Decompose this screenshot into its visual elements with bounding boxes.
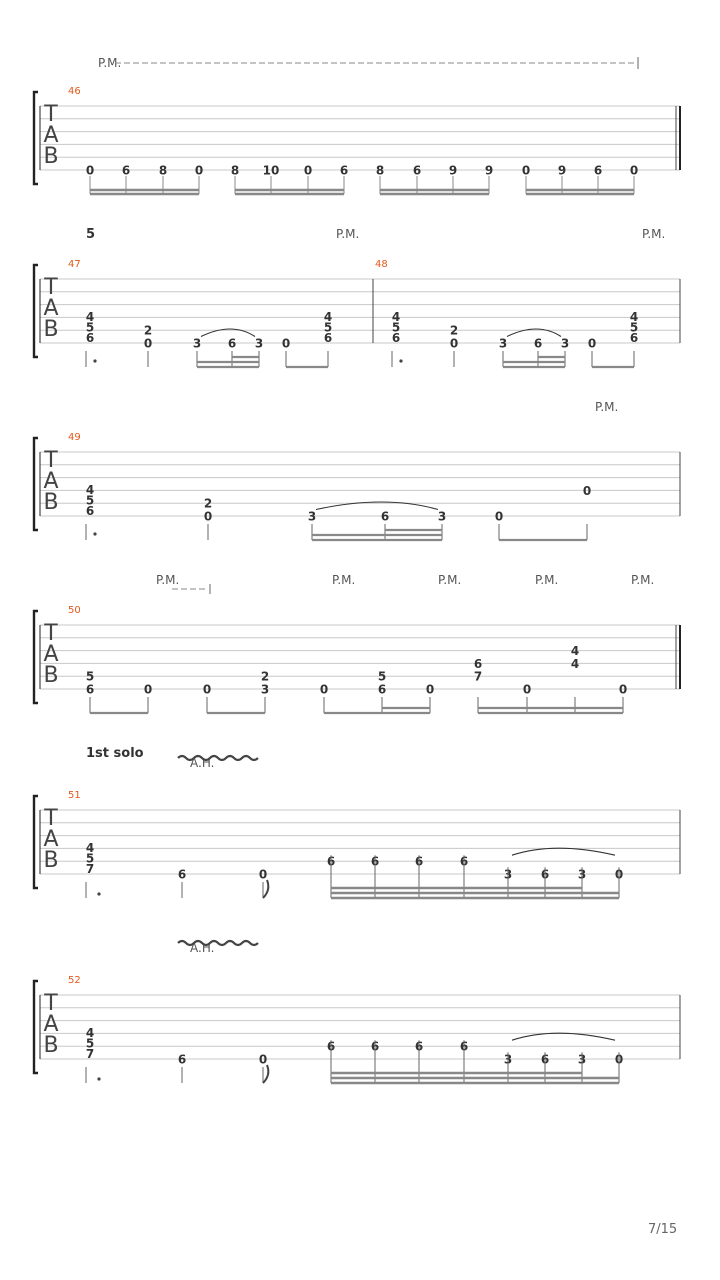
tab-clef-letter: B (43, 144, 59, 169)
fret-number: 0 (143, 682, 153, 697)
tab-clef-letter: B (43, 317, 59, 342)
fret-number: 3 (192, 336, 202, 351)
bar-number: 52 (68, 975, 81, 986)
bar-number: 49 (68, 432, 81, 443)
artificial-harmonic-label: A.H. (190, 756, 215, 770)
artificial-harmonic-label: A.H. (190, 941, 215, 955)
fret-number: 5 (85, 851, 95, 866)
fret-number: 9 (484, 163, 494, 178)
fret-number: 4 (85, 309, 95, 324)
fret-number: 6 (227, 336, 237, 351)
fret-number: 3 (560, 336, 570, 351)
palm-mute-label: P.M. (336, 227, 360, 241)
fret-number: 5 (391, 320, 401, 335)
tab-clef-letter: A (43, 642, 59, 667)
fret-number: 6 (323, 330, 333, 345)
fret-number: 6 (414, 1039, 424, 1054)
bar-number: 47 (68, 259, 81, 270)
system-bracket (34, 796, 38, 888)
palm-mute-label: P.M. (631, 573, 655, 587)
fret-number: 7 (473, 669, 483, 684)
fret-number: 6 (370, 1039, 380, 1054)
fret-number: 6 (593, 163, 603, 178)
fret-number: 6 (412, 163, 422, 178)
tab-system (34, 746, 680, 898)
tab-system (34, 227, 680, 367)
bar-number: 50 (68, 605, 81, 616)
fret-number: 2 (449, 323, 459, 338)
system-bracket (34, 438, 38, 530)
tab-clef-letter: T (44, 102, 58, 127)
fret-number: 0 (303, 163, 313, 178)
fret-number: 0 (582, 483, 592, 498)
fret-number: 6 (177, 867, 187, 882)
fret-number: 4 (85, 482, 95, 497)
fret-number: 6 (540, 1052, 550, 1067)
tab-clef-letter: T (44, 806, 58, 831)
tab-clef-letter: T (44, 621, 58, 646)
fret-number: 5 (377, 669, 387, 684)
dotted-note (399, 359, 402, 362)
dotted-note (93, 359, 96, 362)
fret-number: 4 (391, 309, 401, 324)
fret-number: 3 (254, 336, 264, 351)
tab-system (34, 400, 680, 540)
fret-number: 5 (629, 320, 639, 335)
fret-number: 4 (85, 840, 95, 855)
fret-number: 10 (262, 163, 280, 178)
fret-number: 0 (425, 682, 435, 697)
tab-clef-letter: B (43, 1033, 59, 1058)
fret-number: 5 (85, 320, 95, 335)
slur (512, 848, 615, 855)
tab-clef-letter: B (43, 490, 59, 515)
fret-number: 2 (143, 323, 153, 338)
fret-number: 3 (260, 682, 270, 697)
fret-number: 5 (85, 493, 95, 508)
page-number: 7/15 (648, 1222, 678, 1237)
system-bracket (34, 92, 38, 184)
palm-mute-label: P.M. (156, 573, 180, 587)
tab-clef-letter: T (44, 448, 58, 473)
dotted-note (97, 892, 100, 895)
palm-mute-label: P.M. (332, 573, 356, 587)
palm-mute-label: P.M. (98, 56, 122, 70)
fret-number: 3 (437, 509, 447, 524)
fret-number: 0 (319, 682, 329, 697)
fret-number: 8 (158, 163, 168, 178)
fret-number: 5 (85, 669, 95, 684)
palm-mute-label: P.M. (595, 400, 619, 414)
fret-number: 3 (503, 1052, 513, 1067)
fret-number: 8 (230, 163, 240, 178)
tab-clef-letter: A (43, 123, 59, 148)
fret-number: 0 (203, 509, 213, 524)
fret-number: 6 (533, 336, 543, 351)
fret-number: 2 (260, 669, 270, 684)
fret-number: 3 (503, 867, 513, 882)
fret-number: 4 (570, 644, 580, 659)
fret-number: 6 (459, 854, 469, 869)
fret-number: 6 (414, 854, 424, 869)
system-bracket (34, 611, 38, 703)
bar-number: 51 (68, 790, 81, 801)
palm-mute-label: P.M. (438, 573, 462, 587)
palm-mute-label: P.M. (535, 573, 559, 587)
fret-number: 0 (614, 1052, 624, 1067)
fret-number: 6 (380, 509, 390, 524)
tab-system (34, 573, 680, 713)
fret-number: 6 (339, 163, 349, 178)
fret-number: 0 (614, 867, 624, 882)
bar-number: 48 (375, 259, 388, 270)
bar-number: 46 (68, 86, 81, 97)
dotted-note (97, 1077, 100, 1080)
fret-number: 6 (85, 503, 95, 518)
fret-number: 6 (85, 682, 95, 697)
fret-number: 4 (570, 656, 580, 671)
fret-number: 0 (194, 163, 204, 178)
fret-number: 0 (143, 336, 153, 351)
fret-number: 6 (391, 330, 401, 345)
fret-number: 6 (459, 1039, 469, 1054)
fret-number: 4 (323, 309, 333, 324)
fret-number: 7 (85, 861, 95, 876)
fret-number: 6 (177, 1052, 187, 1067)
fret-number: 6 (540, 867, 550, 882)
fret-number: 0 (258, 867, 268, 882)
fret-number: 6 (326, 1039, 336, 1054)
fret-number: 5 (323, 320, 333, 335)
fret-number: 9 (448, 163, 458, 178)
dotted-note (93, 532, 96, 535)
fret-number: 6 (473, 656, 483, 671)
tab-system (34, 56, 680, 194)
fret-number: 3 (498, 336, 508, 351)
fret-number: 6 (85, 330, 95, 345)
fret-number: 4 (85, 1025, 95, 1040)
fret-number: 0 (258, 1052, 268, 1067)
fret-number: 0 (618, 682, 628, 697)
tab-clef-letter: A (43, 469, 59, 494)
fret-number: 0 (522, 682, 532, 697)
fret-number: 6 (121, 163, 131, 178)
fret-number: 0 (494, 509, 504, 524)
fret-number: 3 (577, 867, 587, 882)
tab-system (34, 941, 680, 1083)
fret-number: 0 (449, 336, 459, 351)
tab-clef-letter: A (43, 827, 59, 852)
slur (512, 1033, 615, 1040)
fret-number: 0 (587, 336, 597, 351)
tab-clef-letter: T (44, 275, 58, 300)
fret-number: 2 (203, 496, 213, 511)
fret-number: 9 (557, 163, 567, 178)
fret-number: 6 (370, 854, 380, 869)
section-label: 5 (86, 227, 96, 242)
fret-number: 5 (85, 1036, 95, 1051)
palm-mute-label: P.M. (642, 227, 666, 241)
note-flag (263, 880, 268, 898)
fret-number: 0 (629, 163, 639, 178)
fret-number: 0 (281, 336, 291, 351)
fret-number: 0 (85, 163, 95, 178)
tab-clef-letter: A (43, 1012, 59, 1037)
fret-number: 8 (375, 163, 385, 178)
tab-clef-letter: A (43, 296, 59, 321)
fret-number: 6 (629, 330, 639, 345)
system-bracket (34, 981, 38, 1073)
fret-number: 4 (629, 309, 639, 324)
fret-number: 7 (85, 1046, 95, 1061)
system-bracket (34, 265, 38, 357)
fret-number: 3 (307, 509, 317, 524)
tab-clef-letter: T (44, 991, 58, 1016)
tab-clef-letter: B (43, 663, 59, 688)
fret-number: 6 (326, 854, 336, 869)
tab-clef-letter: B (43, 848, 59, 873)
fret-number: 6 (377, 682, 387, 697)
fret-number: 3 (577, 1052, 587, 1067)
fret-number: 0 (202, 682, 212, 697)
section-label: 1st solo (86, 746, 144, 761)
note-flag (263, 1065, 268, 1083)
fret-number: 0 (521, 163, 531, 178)
